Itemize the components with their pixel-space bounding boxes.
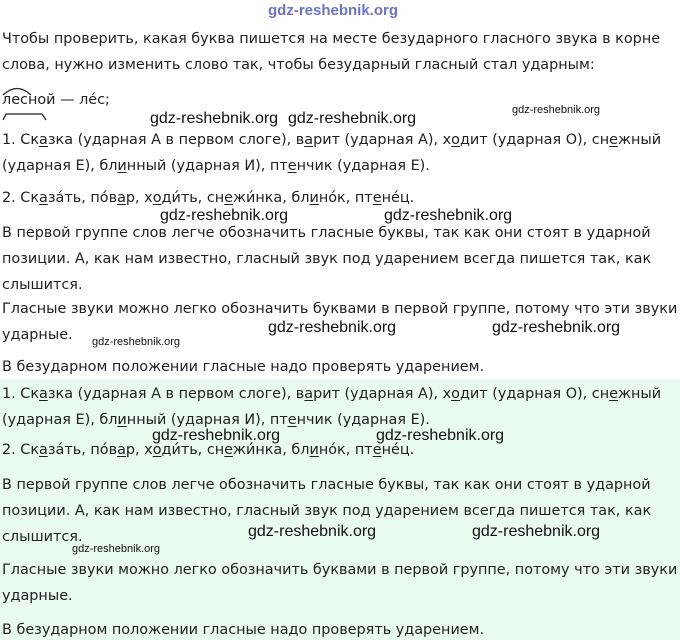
site-title[interactable]: gdz-reshebnik.org [268, 2, 399, 19]
paragraph-line: позиции. А, как нам известно, гласный звук под ударением всегда пишется так, как [2, 503, 652, 519]
intro-line: Чтобы проверить, какая буква пишется на месте безударного гласного звука в корне [2, 31, 661, 47]
watermark: gdz-reshebnik.org [72, 543, 161, 555]
paragraph-line: позиции. А, как нам известно, гласный звук под ударением всегда пишется так, как [2, 251, 652, 267]
paragraph-line: слышится. [2, 277, 83, 293]
example-root: лес [2, 92, 28, 108]
watermark: gdz-reshebnik.org [492, 319, 621, 336]
paragraph-line: слышится. [2, 529, 83, 545]
watermark: gdz-reshebnik.org [150, 110, 279, 127]
watermark: gdz-reshebnik.org [384, 207, 513, 224]
ending-bracket-mark [2, 112, 50, 122]
watermark: gdz-reshebnik.org [512, 104, 601, 116]
paragraph-line: В первой группе слов легче обозначить гласные буквы, так как они стоят в ударной [2, 225, 651, 241]
watermark: gdz-reshebnik.org [152, 427, 281, 444]
watermark: gdz-reshebnik.org [472, 523, 601, 540]
paragraph-line: ударные. [2, 588, 73, 604]
answer-line-3: 2. Сказа́ть, по́вар, ходи́ть, снежи́нка, блино́к, птене́ц. [2, 190, 415, 206]
example-suffix: ной [27, 92, 56, 108]
paragraph-line: В безударном положении гласные надо проверять ударением. [2, 622, 485, 638]
watermark: gdz-reshebnik.org [248, 523, 377, 540]
paragraph-line: Гласные звуки можно легко обозначить буквами в первой группе, потому что эти звуки [2, 301, 678, 317]
paragraph-line: В первой группе слов легче обозначить гласные буквы, так как они стоят в ударной [2, 477, 651, 493]
example-line: лесной — ле́с; [2, 92, 110, 108]
answer-line-2: (ударная Е), блинный (ударная И), птенчик (ударная Е). [2, 412, 430, 428]
answer-line-2: (ударная Е), блинный (ударная И), птенчик (ударная Е). [2, 158, 430, 174]
answer-line-1: 1. Сказка (ударная А в первом слоге), варит (ударная А), ходит (ударная О), снежный [2, 386, 662, 402]
watermark: gdz-reshebnik.org [376, 427, 505, 444]
watermark: gdz-reshebnik.org [268, 319, 397, 336]
intro-line: слова, нужно изменить слово так, чтобы безударный гласный стал ударным: [2, 57, 595, 73]
paragraph-line: Гласные звуки можно легко обозначить буквами в первой группе, потому что эти звуки [2, 562, 678, 578]
answer-line-3: 2. Сказа́ть, по́вар, ходи́ть, снежи́нка, блино́к, птене́ц. [2, 442, 415, 458]
paragraph-line: ударные. [2, 327, 73, 343]
watermark: gdz-reshebnik.org [92, 336, 181, 348]
answer-line-1: 1. Сказка (ударная А в первом слоге), варит (ударная А), ходит (ударная О), снежный [2, 132, 662, 148]
example-check: ле́с; [79, 92, 110, 108]
watermark: gdz-reshebnik.org [160, 207, 289, 224]
paragraph-line: В безударном положении гласные надо проверять ударением. [2, 359, 485, 375]
watermark: gdz-reshebnik.org [288, 110, 417, 127]
